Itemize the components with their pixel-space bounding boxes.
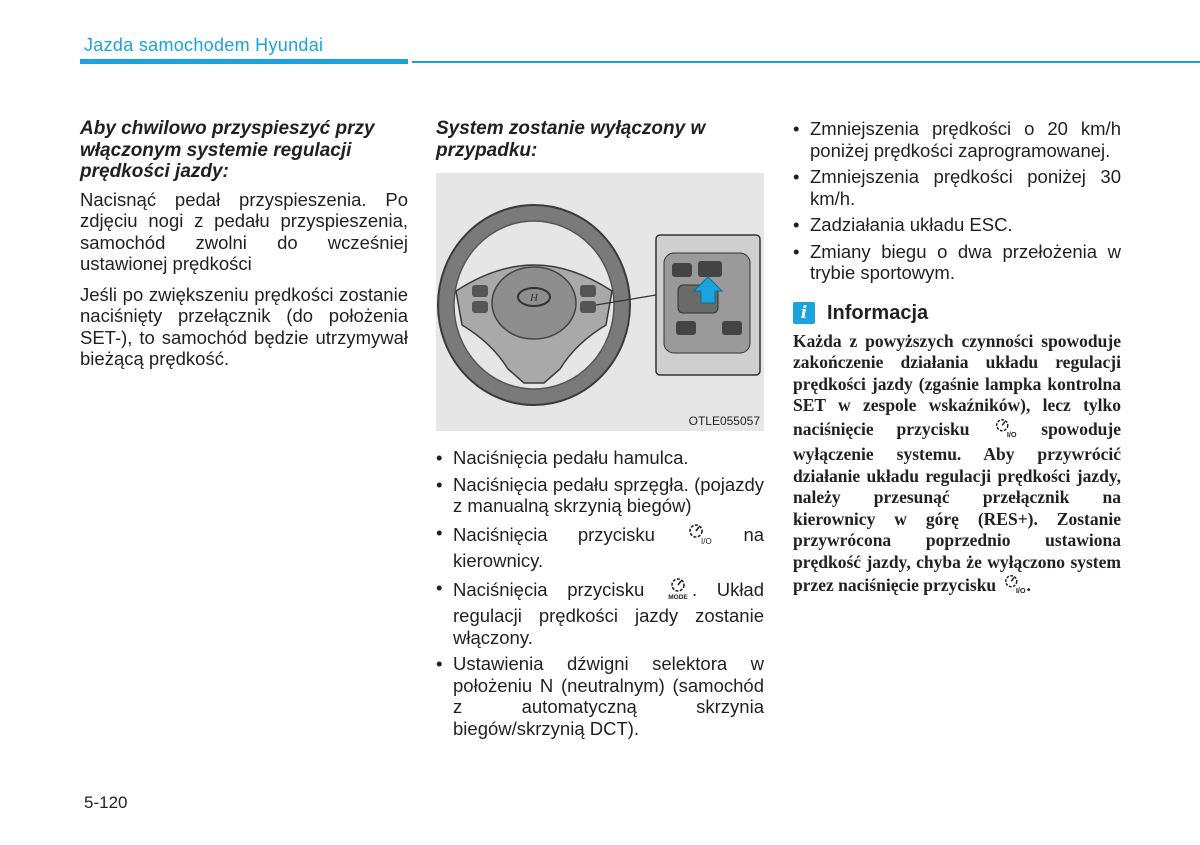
list-item <box>436 653 764 739</box>
list-item-text: na kierownicy. <box>453 523 765 571</box>
cruise-io-icon <box>685 522 713 551</box>
paragraph: Jeśli po zwiększeniu prędkości zostanie naciśnięty przełącznik (do położenia SET-), to samochód będzie utrzymywał bieżącą prędkość. <box>80 283 408 369</box>
header-title: Jazda samochodem Hyundai <box>84 35 324 55</box>
info-title: Informacja <box>827 301 929 324</box>
bullet-list <box>436 447 764 739</box>
info-text-part: spowoduje wyłączenie systemu. Aby przywrócić działanie układu regulacji prędkości jazdy, należy przesunąć przełącznik na kierownicy w górę (RES+). Zostanie przywrócona poprzednio ustawiona prędkość jazdy, chyba że wyłączono system przez naciśnięcie przycisku <box>793 418 1122 595</box>
bullet-dot: • <box>436 473 443 495</box>
bullet-dot: • <box>793 118 800 139</box>
list-item-text: Zmniejszenia prędkości poniżej 30 km/h. <box>810 166 1121 209</box>
list-item-text: Naciśnięcia przycisku <box>453 523 655 545</box>
info-text <box>793 331 1121 601</box>
column-middle <box>436 118 764 744</box>
list-item <box>436 577 764 649</box>
steering-wheel-illustration <box>436 173 764 431</box>
list-item <box>793 241 1121 284</box>
list-item-text: Ustawienia dźwigni selektora w położeniu N (neutralnym) (samochód z automatyczną skrzynia biegów/skrzynią DCT). <box>453 653 764 739</box>
page-number: 5-120 <box>84 793 128 812</box>
list-item-text: Zadziałania układu ESC. <box>810 214 1013 235</box>
bullet-list <box>793 118 1121 284</box>
bullet-dot: • <box>793 240 800 262</box>
cruise-io-icon <box>1001 573 1027 601</box>
svg-text:H: H <box>530 292 538 304</box>
list-item <box>793 166 1121 209</box>
list-item-text: Zmiany biegu o dwa przełożenia w trybie sportowym. <box>810 240 1121 283</box>
bullet-dot: • <box>436 521 443 543</box>
section-heading: System zostanie wyłączony w przypadku: <box>436 118 706 161</box>
list-item-text: Zmniejszenia prędkości o 20 km/h poniżej prędkości zaprogramowanej. <box>810 118 1121 161</box>
column-right <box>793 118 1121 601</box>
list-item-text: Naciśnięcia przycisku <box>453 578 645 600</box>
list-item <box>793 118 1121 161</box>
bullet-dot: • <box>793 214 800 235</box>
bullet-dot: • <box>436 653 443 674</box>
list-item <box>436 522 764 572</box>
list-item-text: Naciśnięcia pedału sprzęgła. (pojazdy z manualną skrzynią biegów) <box>453 473 764 516</box>
paragraph: Nacisnąć pedał przyspieszenia. Po zdjęciu nogi z pedału przyspieszenia, samochód zwolni do wcześniej ustawionej prędkości <box>80 188 408 274</box>
list-item <box>436 447 764 469</box>
info-header <box>793 302 1121 325</box>
cruise-io-icon <box>992 417 1018 445</box>
list-item <box>436 474 764 517</box>
section-heading: Aby chwilowo przyspieszyć przy włączonym systemie regulacji prędkości jazdy: <box>80 118 375 182</box>
io-label: I/O <box>1015 586 1026 595</box>
io-label: I/O <box>701 536 712 546</box>
list-item <box>793 214 1121 236</box>
info-icon: i <box>793 302 815 324</box>
list-item-text: . Układ regulacji prędkości jazdy zostanie włączony. <box>453 578 765 648</box>
cruise-mode-icon <box>664 577 692 606</box>
list-item-text: Naciśnięcia pedału hamulca. <box>453 447 689 468</box>
mode-label: MODE <box>668 593 688 601</box>
header-bar <box>80 59 408 64</box>
bullet-dot: • <box>436 447 443 468</box>
header-rule <box>412 61 1200 63</box>
figure-code: OTLE055057 <box>688 414 760 428</box>
info-text-part: . <box>1026 574 1031 595</box>
io-label: I/O <box>1007 429 1017 439</box>
steering-wheel-figure <box>436 173 764 431</box>
info-text-part: Każda z powyższych czynności spowoduje zakończenie działania układu regulacji prędkości jazdy (zgaśnie lampka kontrolna SET w zespole wskaźników), lecz tylko naciśnięcie przycisku <box>793 330 1121 439</box>
column-left <box>80 118 408 370</box>
bullet-dot: • <box>793 166 800 187</box>
bullet-dot: • <box>436 576 443 598</box>
